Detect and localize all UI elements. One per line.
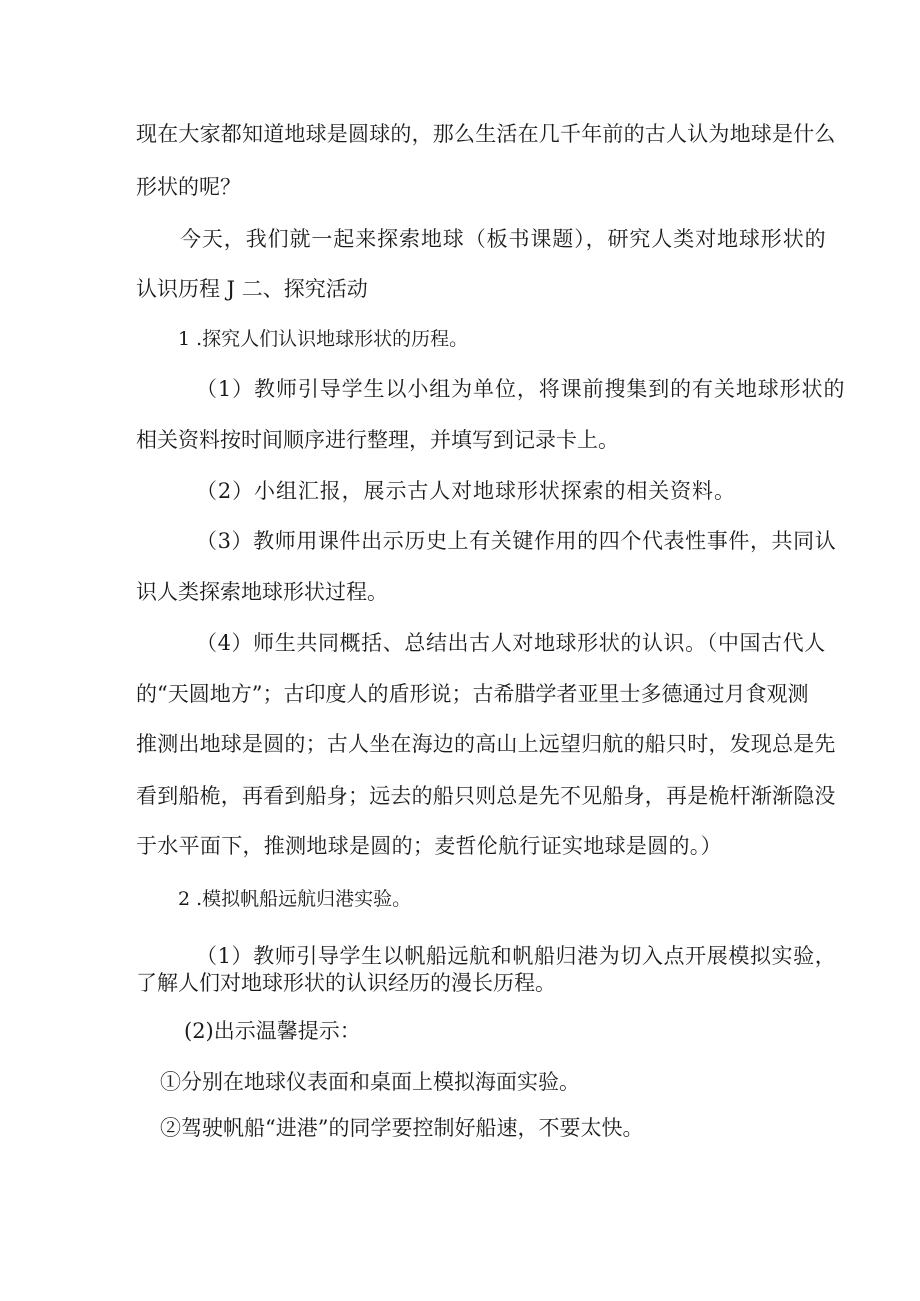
paragraph-today-line-2: 认识历程 J 二、探究活动: [136, 277, 368, 301]
step-2-line-1: （2）小组汇报，展示古人对地球形状探索的相关资料。: [196, 479, 736, 503]
experiment-step-1-line-1: （1）教师引导学生以帆船远航和帆船归港为切入点开展模拟实验，: [196, 944, 837, 968]
section-heading-2: 2 .模拟帆船远航归港实验。: [178, 888, 412, 910]
paragraph-today-line-1: 今天，我们就一起来探索地球（板书课题），研究人类对地球形状的: [180, 227, 827, 251]
step-4-line-2: 的“天圆地方”；古印度人的盾形说；古希腊学者亚里士多德通过月食观测: [136, 682, 809, 706]
section-heading-1: 1 .探究人们认识地球形状的历程。: [178, 328, 469, 350]
tip-item-1: ①分别在地球仪表面和桌面上模拟海面实验。: [160, 1070, 580, 1094]
paragraph-intro-line-2: 形状的呢？: [136, 175, 241, 199]
step-4-line-4: 看到船桅，再看到船身；远去的船只则总是先不见船身，再是桅杆渐渐隐没: [136, 784, 836, 808]
step-4-line-5: 于水平面下，推测地球是圆的；麦哲伦航行证实地球是圆的。）: [136, 834, 722, 858]
step-3-line-2: 识人类探索地球形状过程。: [136, 580, 388, 604]
step-1-line-2: 相关资料按时间顺序进行整理，并填写到记录卡上。: [136, 428, 619, 452]
tip-item-2: ②驾驶帆船“进港”的同学要控制好船速，不要太快。: [160, 1116, 644, 1140]
step-4-line-1: （4）师生共同概括、总结出古人对地球形状的认识。（中国古代人: [196, 631, 826, 655]
step-1-line-1: （1）教师引导学生以小组为单位，将课前搜集到的有关地球形状的: [196, 377, 846, 401]
paragraph-intro-line-1: 现在大家都知道地球是圆球的，那么生活在几千年前的古人认为地球是什么: [136, 122, 836, 146]
tips-heading: (2)出示温馨提示：: [184, 1019, 361, 1043]
step-3-line-1: （3）教师用课件出示历史上有关键作用的四个代表性事件，共同认: [196, 529, 837, 553]
step-4-line-3: 推测出地球是圆的；古人坐在海边的高山上远望归航的船只时，发现总是先: [136, 732, 836, 756]
experiment-step-1-line-2: 了解人们对地球形状的认识经历的漫长历程。: [136, 971, 556, 995]
